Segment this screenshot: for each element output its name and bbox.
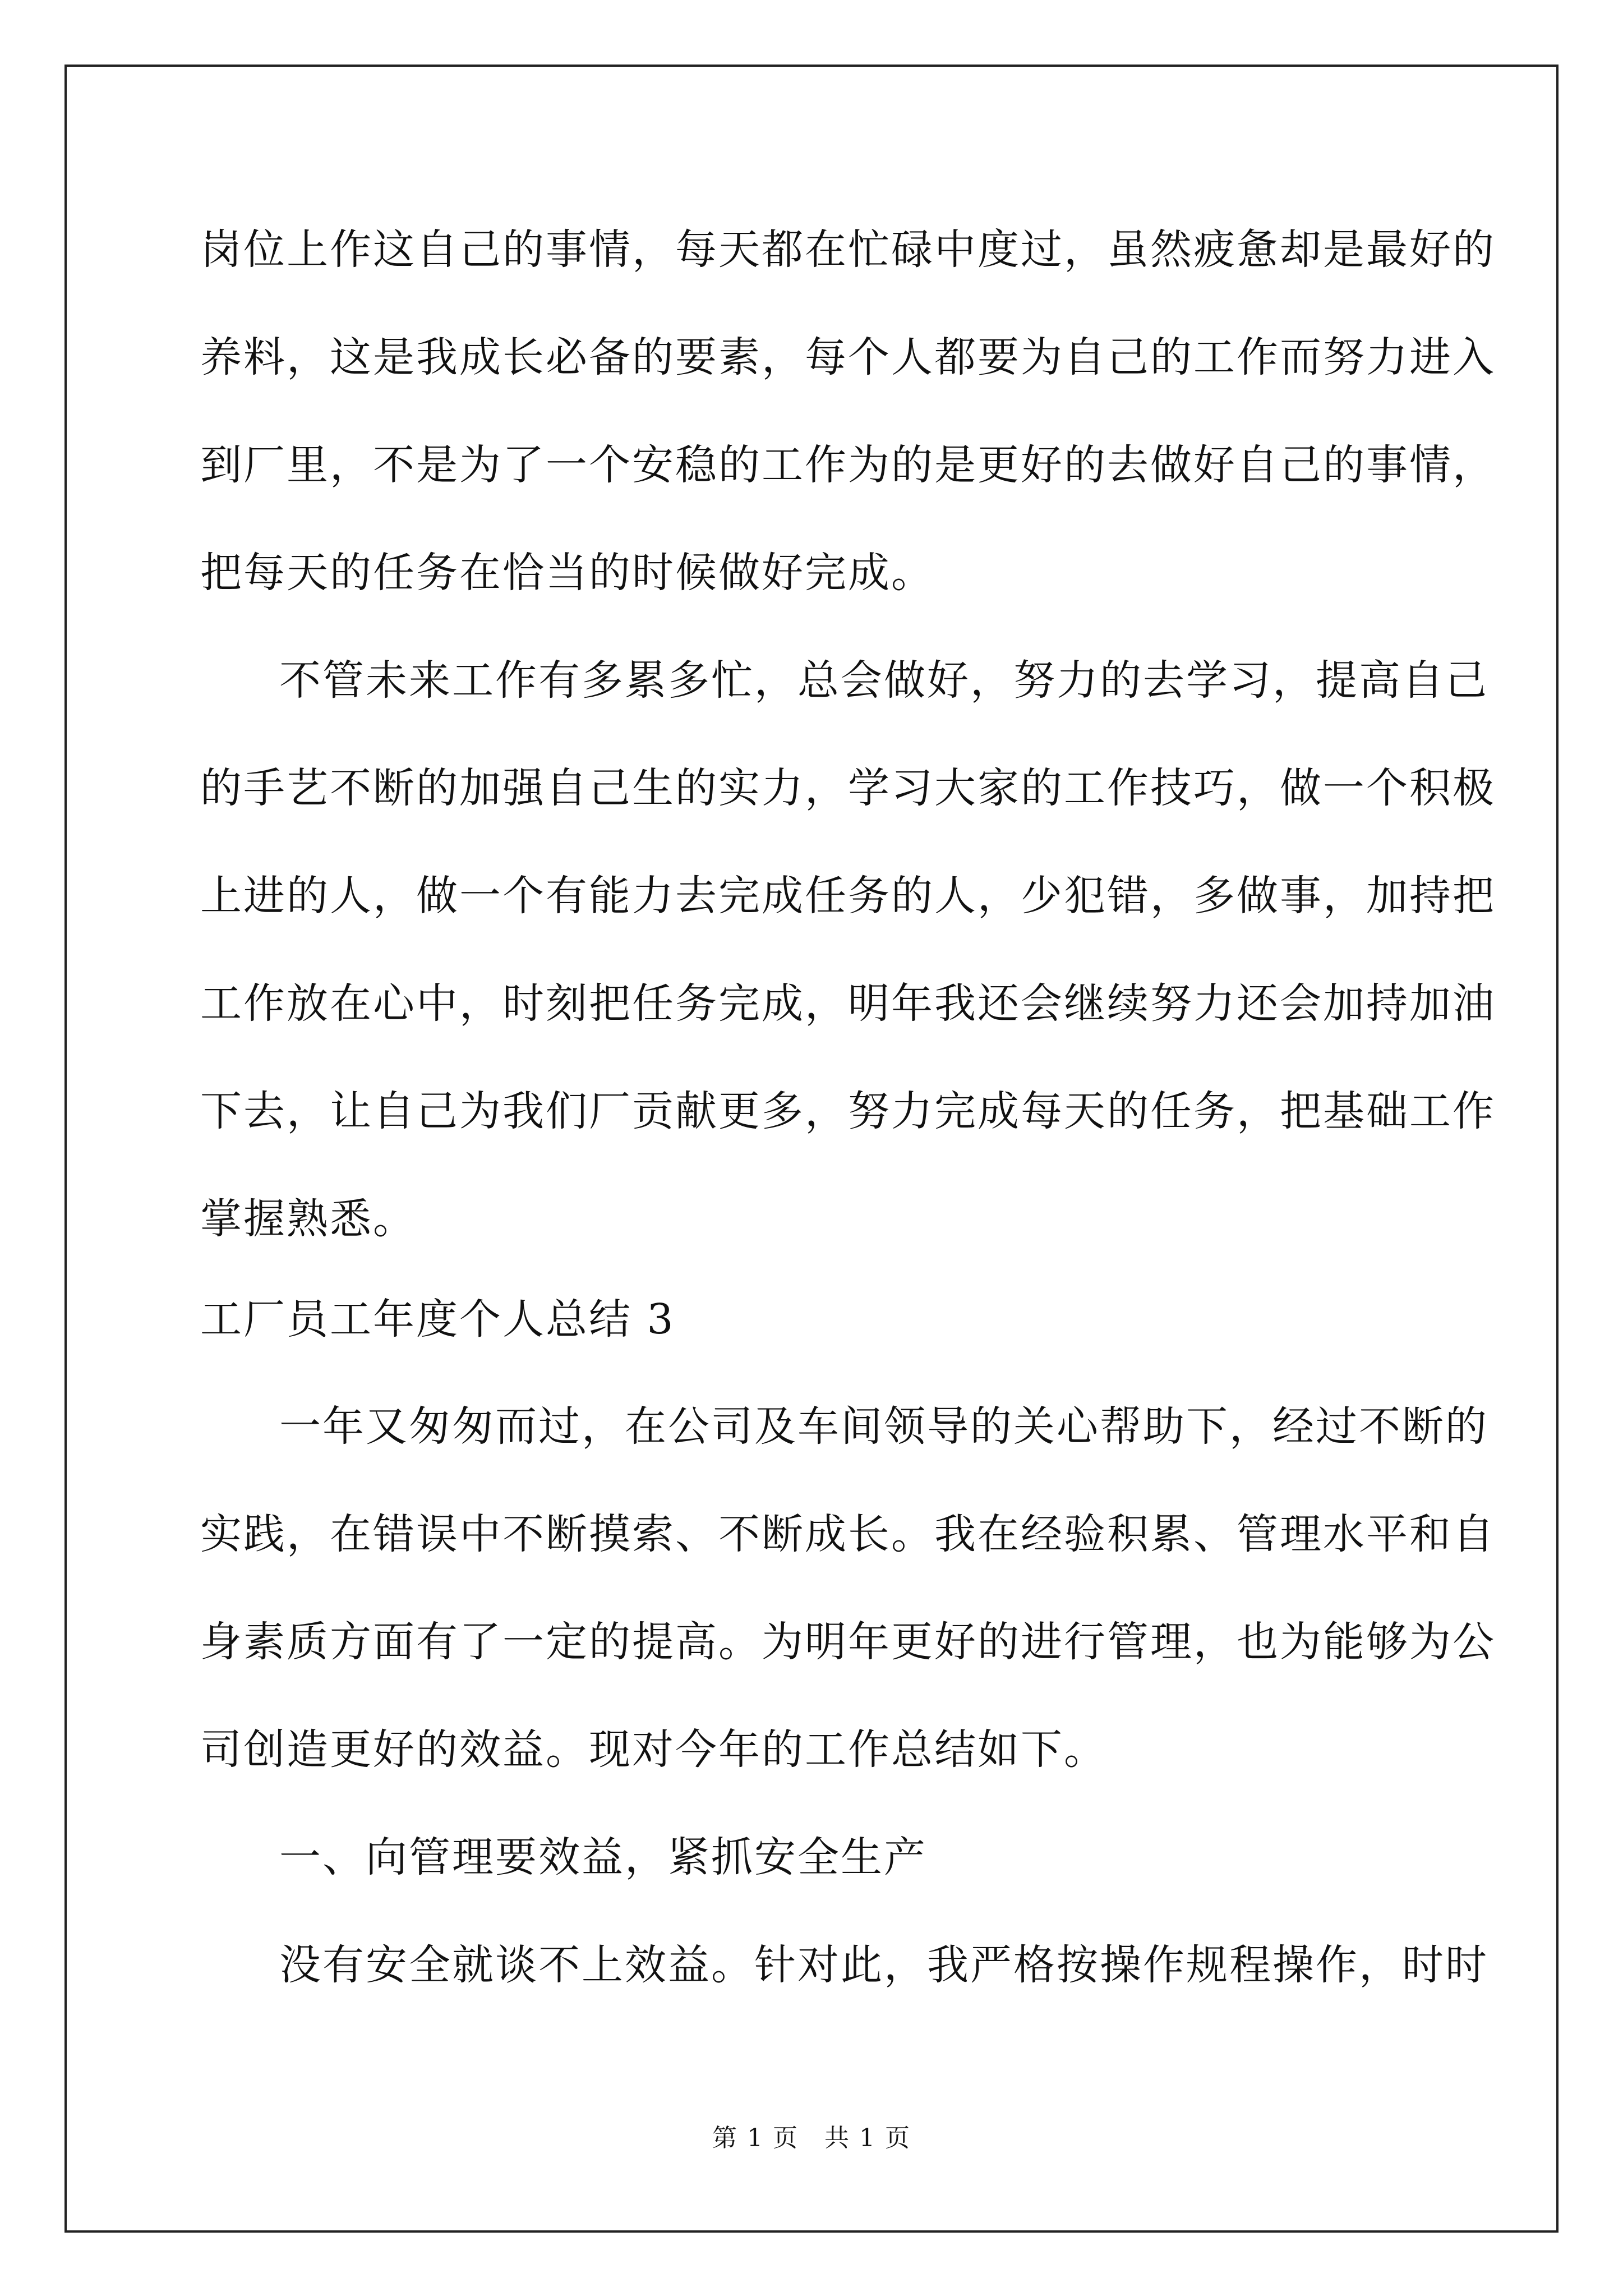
text-line: 身素质方面有了一定的提高。为明年更好的进行管理，也为能够为公 bbox=[200, 1618, 1496, 1666]
text-line: 下去，让自己为我们厂贡献更多，努力完成每天的任务，把基础工作 bbox=[200, 1087, 1496, 1135]
page-footer: 第 1 页 共 1 页 bbox=[712, 2124, 911, 2152]
text-line: 一年又匆匆而过，在公司及车间领导的关心帮助下，经过不断的 bbox=[279, 1402, 1488, 1451]
text-line: 不管未来工作有多累多忙，总会做好，努力的去学习，提高自己 bbox=[279, 656, 1488, 705]
text-line: 岗位上作这自己的事情，每天都在忙碌中度过，虽然疲惫却是最好的 bbox=[200, 226, 1496, 274]
text-line: 养料，这是我成长必备的要素，每个人都要为自己的工作而努力进入 bbox=[200, 333, 1496, 381]
text-line: 上进的人，做一个有能力去完成任务的人，少犯错，多做事，加持把 bbox=[200, 872, 1496, 920]
subsection-heading: 一、向管理要效益，紧抓安全生产 bbox=[279, 1833, 927, 1881]
section-heading: 工厂员工年度个人总结 3 bbox=[200, 1295, 675, 1343]
text-line: 司创造更好的效益。现对今年的工作总结如下。 bbox=[200, 1726, 1107, 1774]
text-line: 把每天的任务在恰当的时候做好完成。 bbox=[200, 549, 934, 597]
text-line: 掌握熟悉。 bbox=[200, 1195, 416, 1243]
text-line: 工作放在心中，时刻把任务完成，明年我还会继续努力还会加持加油 bbox=[200, 979, 1496, 1028]
text-line: 没有安全就谈不上效益。针对此，我严格按操作规程操作，时时 bbox=[279, 1941, 1488, 1989]
text-line: 实践，在错误中不断摸索、不断成长。我在经验积累、管理水平和自 bbox=[200, 1510, 1496, 1558]
text-line: 到厂里，不是为了一个安稳的工作为的是更好的去做好自己的事情， bbox=[200, 441, 1496, 489]
text-line: 的手艺不断的加强自己生的实力，学习大家的工作技巧，做一个积极 bbox=[200, 764, 1496, 812]
page-border bbox=[64, 65, 1559, 2233]
